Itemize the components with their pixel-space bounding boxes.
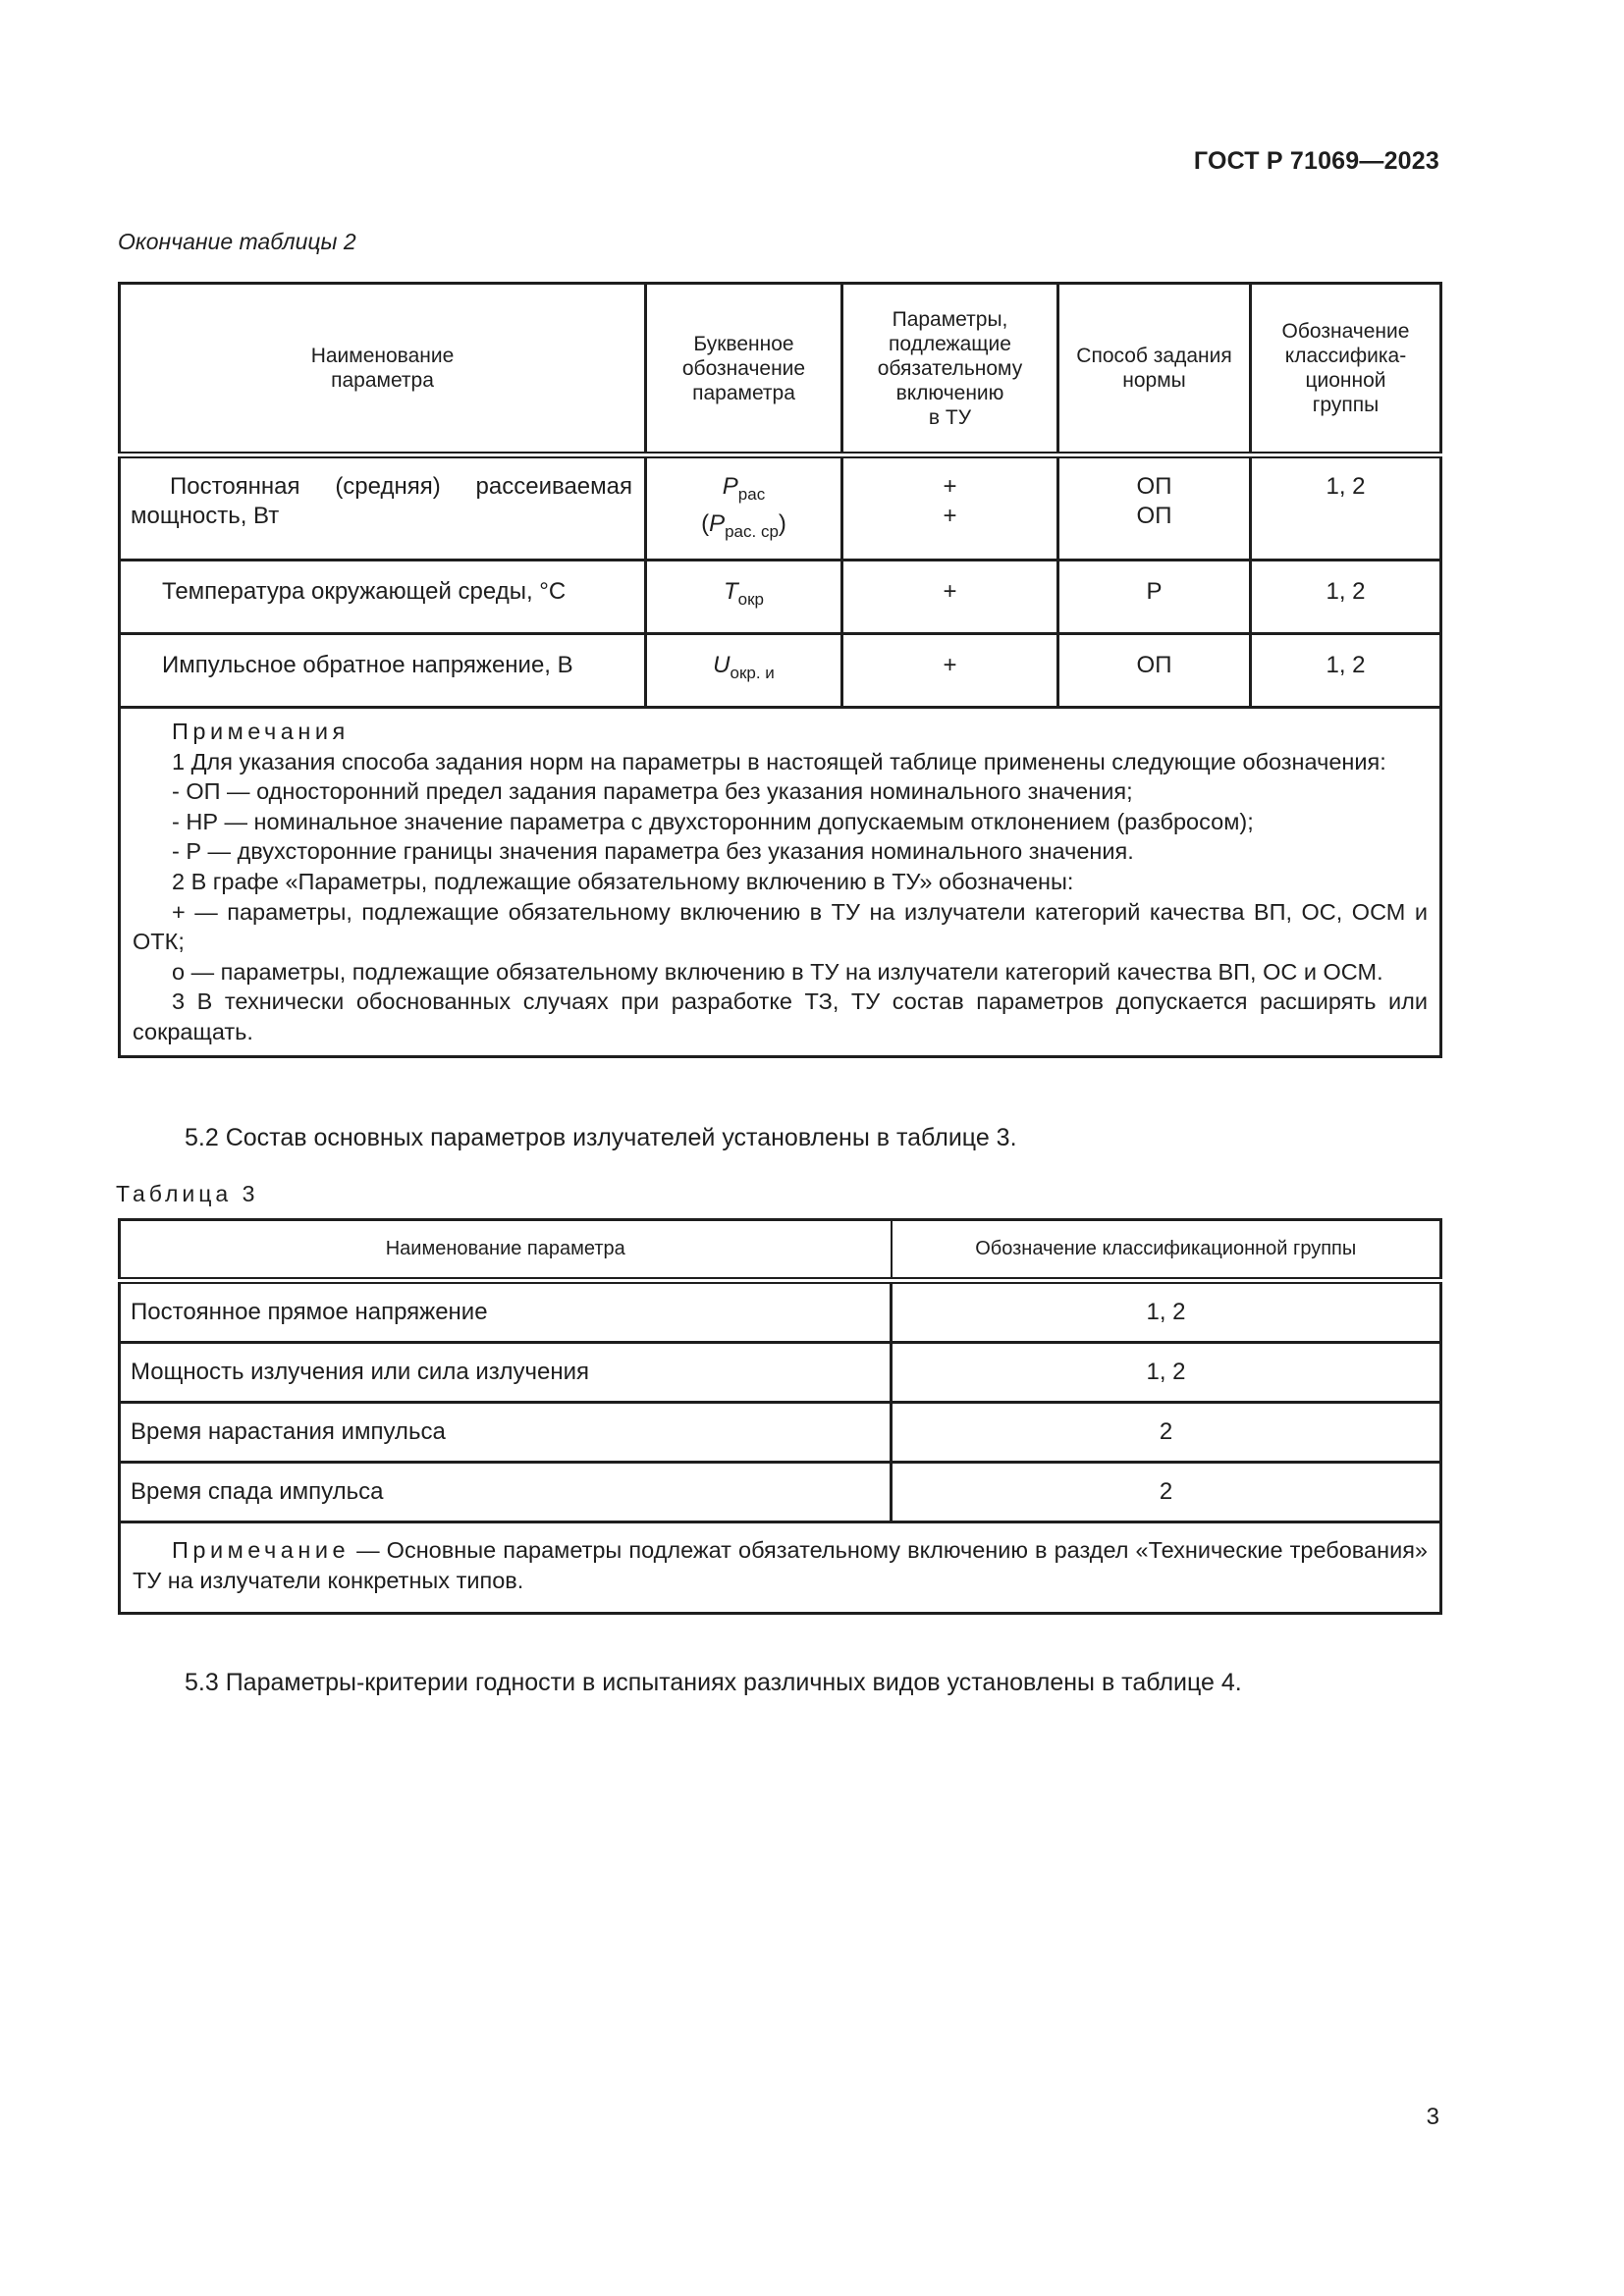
table-row (120, 1281, 1441, 1343)
cell-classification-group: 2 (892, 1403, 1441, 1463)
table-row (120, 1463, 1441, 1522)
cell-parameter-name: Постоянное прямое напряжение (120, 1281, 892, 1343)
col-header-classification-group (1251, 284, 1441, 455)
table3-note (120, 1522, 1441, 1614)
paragraph-5-3: 5.3 Параметры-критерии годности в испытаниях различных видов установлены в таблице 4. (185, 1669, 1242, 1696)
table3-header-row (120, 1220, 1441, 1281)
col-header-parameter-name (120, 284, 646, 455)
cell-letter-symbol (646, 634, 842, 708)
header-line: классифика- (1284, 345, 1407, 367)
cell-norm-method: Р (1058, 561, 1251, 634)
symbol-main: P (709, 510, 726, 537)
col-header-norm-method (1058, 284, 1251, 455)
note-item: - НР — номинальное значение параметра с двухсторонним допускаемым отклонением (разбросом); (172, 808, 1254, 834)
note-item: 2 В графе «Параметры, подлежащие обязательному включению в ТУ» обозначены: (172, 868, 1074, 894)
symbol-subscript: окр. и (730, 664, 775, 682)
cell-classification-group: 1, 2 (1251, 634, 1441, 708)
note-text: — Основные параметры подлежат обязательному включению в раздел «Технические требования» ТУ на излучатели конкретных типов. (133, 1537, 1428, 1593)
cell-parameter-name: Мощность излучения или сила излучения (120, 1343, 892, 1403)
cell-classification-group: 1, 2 (892, 1281, 1441, 1343)
required-mark: + (943, 473, 957, 500)
col-header-required-in-tu (842, 284, 1058, 455)
header-line: параметра (331, 369, 434, 392)
table3-caption: Таблица 3 (116, 1181, 259, 1206)
symbol-line: $(P_{рас. ср})$ (701, 510, 786, 541)
table-row (120, 561, 1441, 634)
note-item: - ОП — односторонний предел задания параметра без указания номинального значения; (172, 778, 1133, 805)
symbol-main: P (722, 473, 738, 500)
symbol-subscript: рас. ср (725, 522, 779, 541)
header-line: Способ задания (1076, 345, 1232, 367)
cell-required-in-tu: + (842, 561, 1058, 634)
norm-method-value: ОП (1136, 473, 1172, 500)
table-3 (118, 1218, 1442, 1615)
symbol-subscript: окр (737, 590, 765, 609)
header-line: нормы (1122, 369, 1186, 392)
table3-note-row (120, 1522, 1441, 1614)
required-mark: + (943, 503, 957, 529)
cell-parameter-name: Постоянная (средняя) рассеиваемая мощность, Вт (120, 455, 646, 561)
symbol-main: T (723, 578, 738, 605)
header-line: ционной (1305, 369, 1386, 392)
note-item: 3 В технически обоснованных случаях при разработке ТЗ, ТУ состав параметров допускается расширять или сокращать. (133, 988, 1428, 1044)
note-item: - Р — двухсторонние границы значения параметра без указания номинального значения. (172, 838, 1134, 865)
symbol-main: U (713, 652, 731, 678)
page-number: 3 (1426, 2104, 1439, 2130)
cell-classification-group: 1, 2 (1251, 455, 1441, 561)
table-row (120, 1403, 1441, 1463)
cell-classification-group: 2 (892, 1463, 1441, 1522)
cell-classification-group: 1, 2 (892, 1343, 1441, 1403)
table2-continuation-caption: Окончание таблицы 2 (118, 229, 356, 254)
note-item: о — параметры, подлежащие обязательному включению в ТУ на излучатели категорий качества ВП, ОС и ОСМ. (172, 958, 1383, 985)
header-line: в ТУ (928, 405, 972, 429)
header-line: обозначение (681, 356, 806, 380)
table2-header-row (120, 284, 1441, 455)
col-header-classification-group: Обозначение классификационной группы (892, 1220, 1441, 1281)
header-line: обязательному (877, 356, 1023, 380)
note-label: Примечание (172, 1537, 351, 1563)
header-line: Буквенное (693, 332, 794, 355)
cell-letter-symbol (646, 561, 842, 634)
header-line: подлежащие (889, 332, 1011, 355)
table-row (120, 455, 1441, 561)
table-row (120, 1343, 1441, 1403)
note-item: + — параметры, подлежащие обязательному включению в ТУ на излучатели категорий качества ВП, ОС, ОСМ и ОТК; (133, 898, 1428, 955)
cell-norm-method (1058, 455, 1251, 561)
cell-parameter-name: Время нарастания импульса (120, 1403, 892, 1463)
cell-norm-method: ОП (1058, 634, 1251, 708)
table2-notes-row (120, 708, 1441, 1057)
cell-parameter-name: Время спада импульса (120, 1463, 892, 1522)
symbol-line (659, 472, 829, 509)
symbol-subscript: рас (737, 485, 766, 504)
cell-required-in-tu (842, 455, 1058, 561)
table-row (120, 634, 1441, 708)
cell-letter-symbol (646, 455, 842, 561)
header-line: группы (1312, 394, 1380, 416)
header-line: Наименование (310, 345, 455, 367)
norm-method-value: ОП (1136, 503, 1172, 529)
table-2 (118, 282, 1442, 1058)
notes-title: Примечания (172, 719, 350, 744)
cell-parameter-name: Температура окружающей среды, °С (120, 561, 646, 634)
header-line: Обозначение (1281, 320, 1410, 343)
table2-notes (120, 708, 1441, 1057)
note-item: 1 Для указания способа задания норм на параметры в настоящей таблице применены следующие обозначения: (172, 748, 1386, 774)
paragraph-5-2: 5.2 Состав основных параметров излучателей установлены в таблице 3. (185, 1124, 1017, 1151)
cell-classification-group: 1, 2 (1251, 561, 1441, 634)
header-line: включению (895, 381, 1004, 404)
document-id-header: ГОСТ Р 71069—2023 (1193, 147, 1439, 175)
header-line: параметра (692, 381, 795, 404)
col-header-parameter-name: Наименование параметра (120, 1220, 892, 1281)
col-header-letter-symbol (646, 284, 842, 455)
cell-required-in-tu: + (842, 634, 1058, 708)
cell-parameter-name: Импульсное обратное напряжение, В (120, 634, 646, 708)
header-line: Параметры, (892, 307, 1008, 331)
